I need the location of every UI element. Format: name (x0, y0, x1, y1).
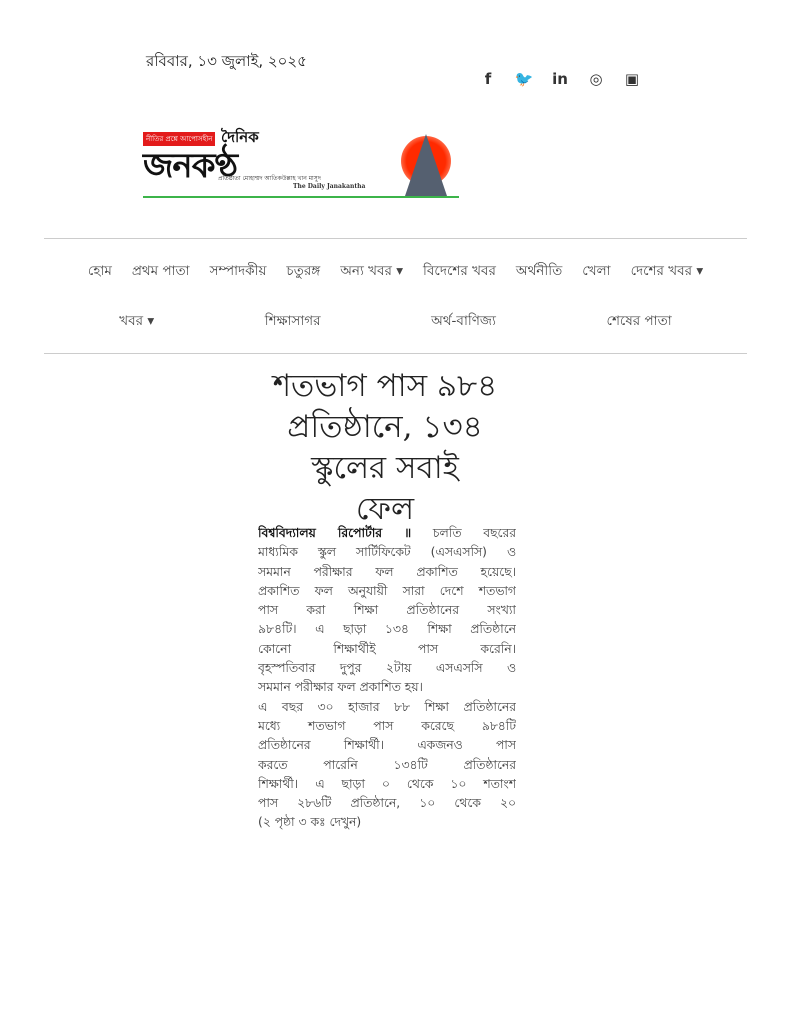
logo-english: The Daily Janakantha (293, 183, 366, 190)
byline: বিশ্ববিদ্যালয় রিপোর্টার ॥ (258, 526, 412, 540)
body-line: শিক্ষার্থী। এ ছাড়া ০ থেকে ১০ শতাংশ (258, 776, 516, 791)
body-line: করতে পারেনি ১৩৪টি প্রতিষ্ঠানের (258, 757, 516, 772)
divider (44, 353, 747, 354)
body-line: প্রতিষ্ঠানের শিক্ষার্থী। একজনও পাস (258, 738, 516, 753)
secondary-nav (44, 310, 747, 333)
nav-editorial[interactable]: সম্পাদকীয় (209, 263, 267, 279)
continued-note: (২ পৃষ্ঠা ৩ কঃ দেখুন) (258, 815, 362, 830)
logo-tagline: নীতির প্রশ্নে আপোসহীন (143, 132, 215, 146)
body-line: প্রকাশিত ফল অনুযায়ী সারা দেশে শতভাগ (258, 583, 516, 598)
body-line: মাধ্যমিক স্কুল সার্টিফিকেট (এসএসসি) ও (258, 545, 516, 560)
nav-last-page[interactable]: শেষের পাতা (606, 313, 672, 329)
nav-shikkhasagar[interactable]: শিক্ষাসাগর (264, 313, 321, 329)
article-headline (230, 366, 540, 530)
headline-line: ফেল (355, 491, 415, 527)
logo-founder: প্রতিষ্ঠাতা মোহাম্মদ আতিকউল্লাহ খান মাসুদ (218, 175, 321, 182)
nav-commerce[interactable]: অর্থ-বাণিজ্য (431, 313, 496, 329)
linkedin-icon[interactable]: in (552, 70, 568, 88)
youtube-icon[interactable]: ▣ (624, 70, 640, 88)
site-logo[interactable] (143, 126, 459, 198)
nav-foreign-news[interactable]: বিদেশের খবর (423, 263, 496, 279)
instagram-icon[interactable]: ◎ (589, 70, 603, 88)
logo-underline (143, 196, 459, 198)
body-line: ৯৮৪টি। এ ছাড়া ১৩৪ শিক্ষা প্রতিষ্ঠানে (258, 622, 516, 637)
twitter-icon[interactable]: 🐦 (514, 70, 534, 88)
body-line: পাস ২৮৬টি প্রতিষ্ঠানে, ১০ থেকে ২০ (258, 796, 516, 811)
article-body (258, 524, 516, 833)
divider (44, 238, 747, 239)
social-links (470, 70, 650, 88)
headline-line: শতভাগ পাস ৯৮৪ (272, 368, 498, 404)
logo-monument (405, 134, 447, 196)
nav-economy[interactable]: অর্থনীতি (515, 263, 563, 279)
nav-news-dropdown[interactable]: খবর ▾ (119, 313, 155, 329)
body-line: সমমান পরীক্ষার ফল প্রকাশিত হয়। (258, 680, 423, 695)
body-line: বৃহস্পতিবার দুপুর ২টায় এসএসসি ও (258, 661, 516, 676)
body-line: এ বছর ৩০ হাজার ৮৮ শিক্ষা প্রতিষ্ঠানের (258, 699, 516, 714)
body-line: কোনো শিক্ষার্থীই পাস করেনি। (258, 641, 516, 656)
body-text: চলতি বছরের (432, 526, 516, 540)
body-line: পাস করা শিক্ষা প্রতিষ্ঠানের সংখ্যা (258, 603, 516, 618)
headline-line: স্কুলের সবাই (311, 450, 459, 486)
body-line: মধ্যে শতভাগ পাস করেছে ৯৮৪টি (258, 718, 516, 733)
headline-line: প্রতিষ্ঠানে, ১৩৪ (287, 409, 483, 445)
nav-sports[interactable]: খেলা (582, 263, 611, 279)
nav-other-news-dropdown[interactable]: অন্য খবর ▾ (340, 263, 404, 279)
body-line (258, 524, 516, 543)
body-line: সমমান পরীক্ষার ফল প্রকাশিত হয়েছে। (258, 564, 516, 579)
nav-first-page[interactable]: প্রথম পাতা (131, 263, 190, 279)
nav-home[interactable]: হোম (87, 263, 112, 279)
nav-country-news-dropdown[interactable]: দেশের খবর ▾ (630, 263, 704, 279)
main-nav (44, 260, 747, 283)
logo-title: জনকণ্ঠ (143, 146, 238, 186)
nav-chaturanga[interactable]: চতুরঙ্গ (286, 263, 321, 279)
date-label: রবিবার, ১৩ জুলাই, ২০২৫ (146, 52, 307, 70)
logo-dainik: দৈনিক (221, 128, 259, 146)
facebook-icon[interactable]: f (484, 70, 492, 88)
